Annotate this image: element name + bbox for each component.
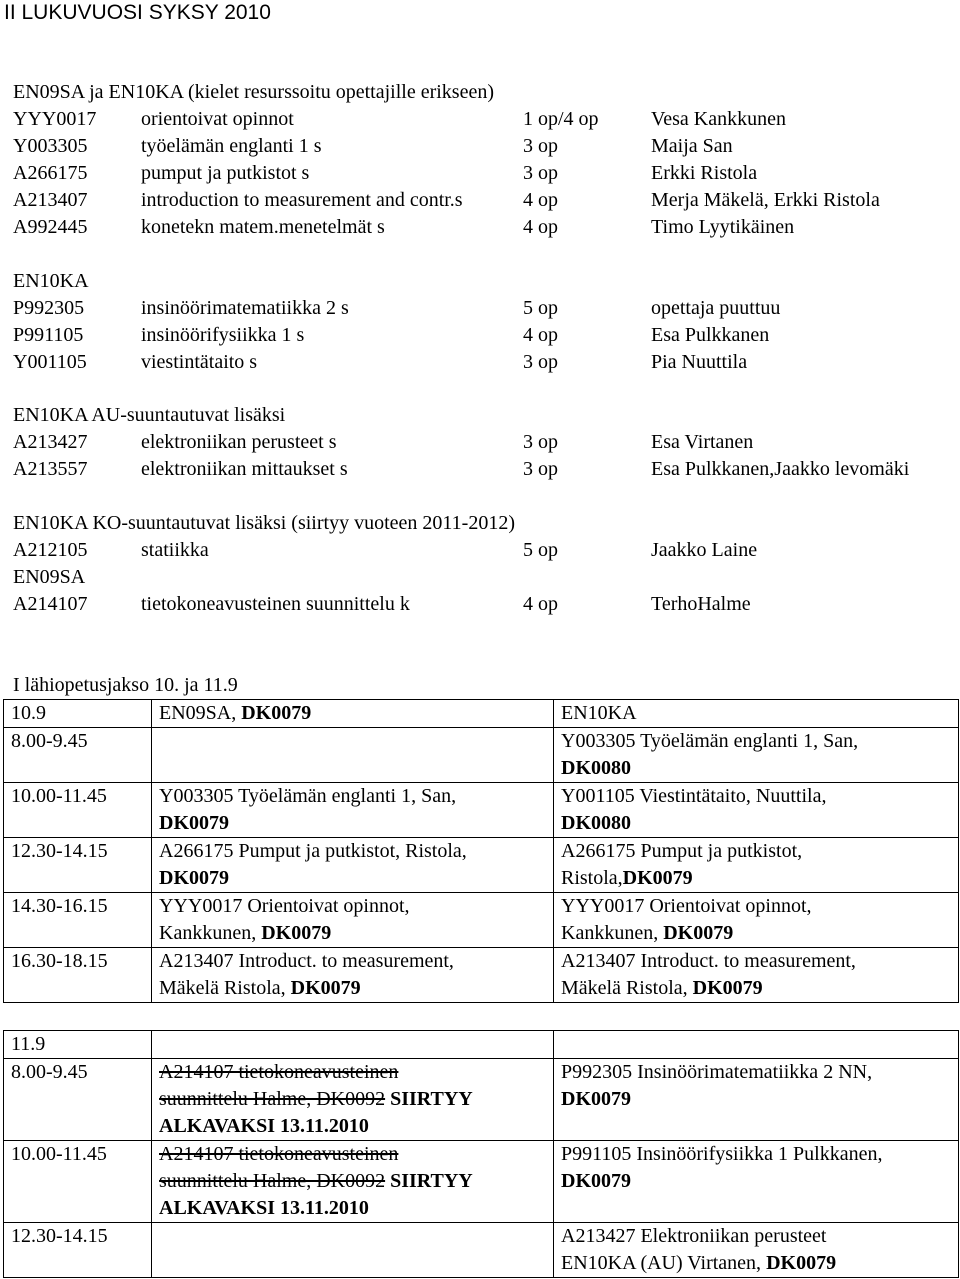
course-credits: 4 op	[523, 324, 558, 346]
day-cell: 11.9	[4, 1031, 152, 1059]
course-credits: 4 op	[523, 593, 558, 615]
room-code: DK0079	[241, 702, 312, 724]
course-code: A212105	[13, 539, 88, 561]
group-b-cell: A213407 Introduct. to measurement, Mäkelä Ristola, DK0079	[554, 948, 959, 1003]
table-row	[4, 838, 959, 893]
course-credits: 3 op	[523, 351, 558, 373]
course-teacher: Jaakko Laine	[651, 539, 758, 561]
cancelled-course: suunnittelu Halme, DK0092	[159, 1170, 386, 1192]
course-name: elektroniikan mittaukset s	[141, 458, 348, 480]
course-name: tietokoneavusteinen suunnittelu k	[141, 593, 410, 615]
course-name: introduction to measurement and contr.s	[141, 189, 463, 211]
time-cell: 10.00-11.45	[4, 783, 152, 838]
course-row	[13, 133, 958, 160]
room-code: DK0080	[561, 812, 631, 834]
time-cell: 14.30-16.15	[4, 893, 152, 948]
course-credits: 3 op	[523, 162, 558, 184]
course-teacher: Pia Nuuttila	[651, 351, 748, 373]
postponed-note: ALKAVAKSI 13.11.2010	[159, 1197, 369, 1219]
group-subheading: EN09SA	[13, 566, 86, 588]
time-cell: 12.30-14.15	[4, 838, 152, 893]
course-row	[13, 537, 958, 564]
group-a-header	[152, 1031, 554, 1059]
room-code: DK0079	[622, 867, 693, 889]
group-b-header: EN10KA	[554, 700, 959, 728]
course-row	[13, 160, 958, 187]
course-credits: 4 op	[523, 189, 558, 211]
course-name: orientoivat opinnot	[141, 108, 294, 130]
course-row	[13, 106, 958, 133]
group-a-cell	[152, 728, 554, 783]
course-teacher: Vesa Kankkunen	[651, 108, 786, 130]
course-row	[13, 591, 958, 618]
course-row	[13, 295, 958, 322]
day-cell: 10.9	[4, 700, 152, 728]
postponed-note: SIIRTYY	[385, 1170, 473, 1192]
course-code: Y003305	[13, 135, 88, 157]
group-a-cell	[152, 1059, 554, 1141]
course-code: YYY0017	[13, 108, 97, 130]
group-b-cell: A213427 Elektroniikan perusteet EN10KA (AU) Virtanen, DK0079	[554, 1223, 959, 1278]
group-a-cell	[152, 1141, 554, 1223]
table-header-row	[4, 1031, 959, 1059]
course-name: statiikka	[141, 539, 209, 561]
course-row	[13, 349, 958, 376]
course-credits: 5 op	[523, 297, 558, 319]
course-name: insinöörifysiikka 1 s	[141, 324, 305, 346]
course-code: P992305	[13, 297, 85, 319]
time-cell: 16.30-18.15	[4, 948, 152, 1003]
group-a-cell: A213407 Introduct. to measurement, Mäkelä Ristola, DK0079	[152, 948, 554, 1003]
course-code: A214107	[13, 593, 88, 615]
cancelled-course: suunnittelu Halme, DK0092	[159, 1088, 386, 1110]
course-credits: 3 op	[523, 431, 558, 453]
group-a-cell: YYY0017 Orientoivat opinnot, Kankkunen, DK0079	[152, 893, 554, 948]
group-b-cell: P992305 Insinöörimatematiikka 2 NN, DK0079	[554, 1059, 959, 1141]
lahiopetus-heading: I lähiopetusjakso 10. ja 11.9	[13, 674, 238, 696]
section1-heading: EN09SA ja EN10KA (kielet resurssoitu opettajille erikseen)	[13, 81, 495, 103]
group-a-cell: Y003305 Työelämän englanti 1, San, DK0079	[152, 783, 554, 838]
course-code: Y001105	[13, 351, 87, 373]
course-name: pumput ja putkistot s	[141, 162, 310, 184]
course-name: viestintätaito s	[141, 351, 258, 373]
course-teacher: opettaja puuttuu	[651, 297, 781, 319]
group-a-header: EN09SA, DK0079	[152, 700, 554, 728]
group-a-cell: A266175 Pumput ja putkistot, Ristola, DK0079	[152, 838, 554, 893]
room-code: DK0079	[766, 1252, 837, 1274]
course-row	[13, 429, 958, 456]
course-row	[13, 214, 958, 241]
postponed-note: ALKAVAKSI 13.11.2010	[159, 1115, 369, 1137]
room-code: DK0079	[561, 1170, 631, 1192]
time-cell: 12.30-14.15	[4, 1223, 152, 1278]
course-teacher: Merja Mäkelä, Erkki Ristola	[651, 189, 880, 211]
table-row	[4, 893, 959, 948]
table-row	[4, 1223, 959, 1278]
section3-list	[13, 429, 958, 483]
room-code: DK0080	[561, 757, 631, 779]
time-cell: 8.00-9.45	[4, 728, 152, 783]
course-code: A213407	[13, 189, 88, 211]
schedule-table-10-9	[3, 699, 959, 1003]
table-row	[4, 948, 959, 1003]
room-code: DK0079	[561, 1088, 631, 1110]
course-row	[13, 322, 958, 349]
cancelled-course: A214107 tietokoneavusteinen	[159, 1143, 399, 1165]
group-b-cell: A266175 Pumput ja putkistot, Ristola,DK0079	[554, 838, 959, 893]
time-cell: 8.00-9.45	[4, 1059, 152, 1141]
group-b-cell: YYY0017 Orientoivat opinnot, Kankkunen, DK0079	[554, 893, 959, 948]
page-title: II LUKUVUOSI SYKSY 2010	[4, 1, 271, 24]
course-code: A266175	[13, 162, 88, 184]
course-code: P991105	[13, 324, 84, 346]
course-code: A992445	[13, 216, 88, 238]
course-name: työelämän englanti 1 s	[141, 135, 322, 157]
group-b-cell: P991105 Insinöörifysiikka 1 Pulkkanen, DK0079	[554, 1141, 959, 1223]
section2-heading: EN10KA	[13, 270, 89, 292]
course-credits: 3 op	[523, 458, 558, 480]
course-teacher: Erkki Ristola	[651, 162, 758, 184]
course-credits: 3 op	[523, 135, 558, 157]
room-code: DK0079	[692, 977, 763, 999]
table-row	[4, 1141, 959, 1223]
room-code: DK0079	[290, 977, 361, 999]
time-cell: 10.00-11.45	[4, 1141, 152, 1223]
room-code: DK0079	[261, 922, 332, 944]
section4-heading: EN10KA KO-suuntautuvat lisäksi (siirtyy vuoteen 2011-2012)	[13, 512, 515, 534]
group-b-header	[554, 1031, 959, 1059]
course-name: insinöörimatematiikka 2 s	[141, 297, 349, 319]
group-b-cell: Y003305 Työelämän englanti 1, San, DK0080	[554, 728, 959, 783]
course-teacher: Esa Pulkkanen,Jaakko levomäki	[651, 458, 910, 480]
course-code: A213427	[13, 431, 88, 453]
course-teacher: Timo Lyytikäinen	[651, 216, 795, 238]
course-name: konetekn matem.menetelmät s	[141, 216, 385, 238]
room-code: DK0079	[159, 867, 229, 889]
room-code: DK0079	[663, 922, 734, 944]
course-teacher: TerhoHalme	[651, 593, 751, 615]
table-row	[4, 1059, 959, 1141]
table-row	[4, 728, 959, 783]
course-name: elektroniikan perusteet s	[141, 431, 337, 453]
section2-list	[13, 295, 958, 376]
section4-list	[13, 537, 958, 618]
section3-heading: EN10KA AU-suuntautuvat lisäksi	[13, 404, 286, 426]
group-a-cell	[152, 1223, 554, 1278]
table-row	[4, 783, 959, 838]
course-credits: 4 op	[523, 216, 558, 238]
course-teacher: Esa Virtanen	[651, 431, 754, 453]
cancelled-course: A214107 tietokoneavusteinen	[159, 1061, 399, 1083]
room-code: DK0079	[159, 812, 229, 834]
course-teacher: Esa Pulkkanen	[651, 324, 770, 346]
course-row	[13, 187, 958, 214]
course-credits: 5 op	[523, 539, 558, 561]
course-code: A213557	[13, 458, 88, 480]
group-b-cell: Y001105 Viestintätaito, Nuuttila, DK0080	[554, 783, 959, 838]
postponed-note: SIIRTYY	[385, 1088, 473, 1110]
table-header-row	[4, 700, 959, 728]
course-credits: 1 op/4 op	[523, 108, 599, 130]
schedule-table-11-9	[3, 1030, 959, 1278]
course-row	[13, 456, 958, 483]
section1-list	[13, 106, 958, 241]
course-teacher: Maija San	[651, 135, 733, 157]
